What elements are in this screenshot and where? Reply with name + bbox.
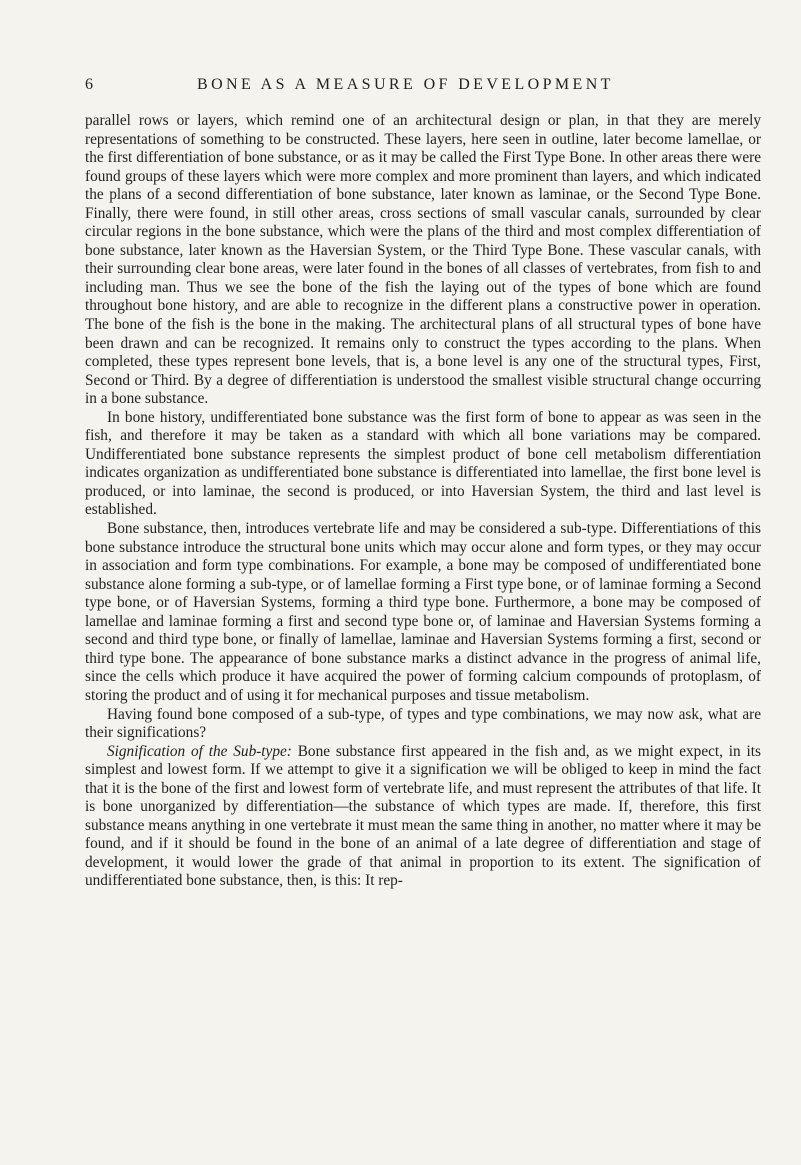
- paragraph: Bone substance, then, introduces vertebrate life and may be considered a sub-type. Differentiations of this bone substance introduce the structural bone units which may occur alone and form types, or they may occur in association and form type combinations. For example, a bone may be composed of undifferentiated bone substance alone forming a sub-type, or of lamellae forming a First type bone, or of laminae forming a Second type bone, or of Haversian Systems, forming a third type bone. Furthermore, a bone may be composed of lamellae and laminae forming a first and second type bone or, of laminae and Haversian Systems forming a second and third type bone, or finally of lamellae, laminae and Haversian Systems forming a first, second or third type bone. The appearance of bone substance marks a distinct advance in the progress of animal life, since the cells which produce it have acquired the power of forming calcium compounds of protoplasm, of storing the product and of using it for mechanical purposes and tissue metabolism.: [85, 520, 761, 704]
- body-text: [85, 112, 761, 891]
- paragraph: Having found bone composed of a sub-type, of types and type combinations, we may now ask, what are their significations?: [85, 705, 761, 742]
- paragraph: parallel rows or layers, which remind one of an architectural design or plan, in that they are merely representations of something to be constructed. These layers, here seen in outline, later become lamellae, or the first differentiation of bone substance, or as it may be called the First Type Bone. In other areas there were found groups of these layers which were more complex and more prominent than layers, and which indicated the plans of a second differentiation of bone substance, later known as laminae, or the Second Type Bone. Finally, there were found, in still other areas, cross sections of small vascular canals, surrounded by clear circular regions in the bone substance, which were the plans of the third and most complex differentiation of bone substance, later known as the Haversian System, or the Third Type Bone. These vascular canals, with their surrounding clear bone areas, were later found in the bones of all classes of vertebrates, from fish to and including man. Thus we see the bone of the fish the laying out of the types of bone which are found throughout bone history, and are able to recognize in the different plans a constructive power in operation. The bone of the fish is the bone in the making. The architectural plans of all structural types of bone have been drawn and can be recognized. It remains only to construct the types according to the plans. When completed, these types represent bone levels, that is, a bone level is any one of the structural types, First, Second or Third. By a degree of differentiation is understood the smallest visible structural change occurring in a bone substance.: [85, 112, 761, 408]
- section-text: Bone substance first appeared in the fish and, as we might expect, in its simplest and lowest form. If we attempt to give it a signification we will be obliged to keep in mind the fact that it is the bone of the first and lowest form of vertebrate life, and must represent the attributes of that life. It is bone unorganized by differentiation—the substance of which types are made. If, therefore, this first substance means anything in one vertebrate it must mean the same thing in another, no matter where it may be found, and if it should be found in the bone of an animal of a late degree of differentiation and stage of development, it would lower the grade of that animal in proportion to its extent. The signification of undifferentiated bone substance, then, is this: It rep-: [85, 742, 761, 890]
- section-lead: Signification of the Sub-type:: [107, 742, 292, 760]
- book-page: [85, 76, 761, 891]
- page-number: 6: [85, 76, 94, 93]
- running-head: BONE AS A MEASURE OF DEVELOPMENT: [197, 76, 614, 93]
- paragraph: In bone history, undifferentiated bone substance was the first form of bone to appear as was seen in the fish, and therefore it may be taken as a standard with which all bone variations may be compared. Undifferentiated bone substance represents the simplest product of bone cell metabolism differentiation indicates organization as undifferentiated bone substance is differentiated into lamellae, the first bone level is produced, or into laminae, the second is produced, or into Haversian System, the third and last level is established.: [85, 408, 761, 519]
- signification-paragraph: [85, 743, 761, 891]
- page-header: [85, 76, 761, 100]
